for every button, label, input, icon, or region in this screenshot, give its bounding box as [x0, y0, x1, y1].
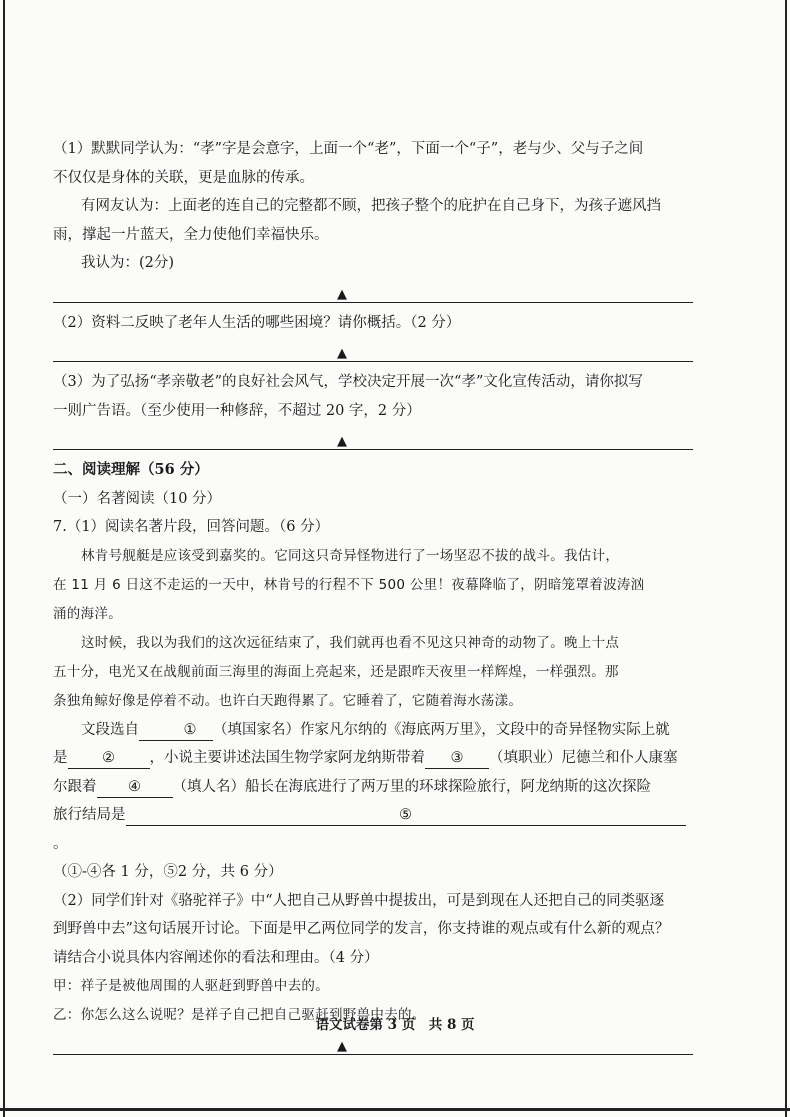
answer-line[interactable]: [53, 337, 693, 362]
student-jia: 甲：祥子是被他周围的人驱赶到野兽中去的。: [53, 978, 329, 994]
excerpt-line: 条独角鲸好像是停着不动。也许白天跑得累了。它睡着了，它随着海水荡漾。: [53, 692, 523, 709]
answer-line[interactable]: [53, 1030, 693, 1055]
exam-page-content: [53, 135, 693, 1061]
excerpt-line: 这时候，我以为我们的这次远征结束了，我们就再也看不见这只神奇的动物了。晚上十点: [81, 634, 620, 651]
q6-netizen-line1: 有网友认为：上面老的连自己的完整都不顾，把孩子整个的庇护在自己身下，为孩子遮风挡: [81, 198, 661, 214]
fill-text: 是: [53, 750, 68, 766]
excerpt-line: 涌的海洋。: [53, 605, 122, 622]
scoring-note: （①-④各 1 分，⑤2 分，共 6 分）: [53, 864, 283, 880]
q7-2-line3: 请结合小说具体内容阐述你的看法和理由。（4 分）: [53, 949, 379, 966]
excerpt-line: 在 11 月 6 日这不走运的一天中，林肯号的行程不下 500 公里！夜幕降临了，阴暗笼罩着波涛汹: [53, 576, 645, 593]
answer-triangle-icon: ▲: [337, 346, 347, 361]
fill-blank-line3: [53, 773, 693, 802]
excerpt-line: 林肯号舰艇是应该受到嘉奖的。它同这只奇异怪物进行了一场坚忍不拔的战斗。我估计，: [81, 547, 620, 564]
fill-text: 尔跟着: [53, 778, 97, 795]
fill-text: （填职业）尼德兰和仆人康塞: [489, 750, 678, 766]
page-footer: 语文试卷第 3 页 共 8 页: [315, 1017, 475, 1033]
fill-text: （填国家名）作家凡尔纳的《海底两万里》，文段中的奇异怪物实际上就: [213, 721, 670, 738]
q6-2: （2）资料二反映了老年人生活的哪些困境？请你概括。（2 分）: [53, 314, 461, 331]
fill-blank-line1: [53, 716, 693, 745]
blank-4[interactable]: ④: [97, 777, 173, 798]
q6-1-line2: 不仅仅是身体的关联，更是血脉的传承。: [53, 169, 314, 186]
answer-triangle-icon: ▲: [337, 1039, 347, 1054]
q7-1-prompt: 7.（1）阅读名著片段，回答问题。（6 分）: [53, 519, 330, 535]
blank-5[interactable]: ⑤: [126, 805, 686, 826]
answer-triangle-icon: ▲: [337, 434, 347, 449]
answer-triangle-icon: ▲: [337, 286, 347, 302]
q6-1-line1: （1）默默同学认为：“孝”字是会意字，上面一个“老”，下面一个“子”，老与少、父与子之间: [53, 141, 644, 157]
novel-excerpt: [53, 542, 693, 716]
fill-text: ，小说主要讲述法国生物学家阿龙纳斯带着: [149, 750, 425, 766]
q7-2-line1: （2）同学们针对《骆驼祥子》中“人把自己从野兽中提拔出，可是到现在人还把自己的同类驱逐: [53, 892, 665, 909]
q7-2-line2: 到野兽中去”这句话展开讨论。下面是甲乙两位同学的发言，你支持谁的观点或有什么新的观点？: [53, 921, 670, 937]
answer-line[interactable]: [53, 278, 693, 303]
fill-text: 。: [53, 835, 68, 852]
student-yi: 乙：你怎么这么说呢？是祥子自己把自己驱赶到野兽中去的。: [53, 1007, 426, 1023]
scan-border-right: [785, 0, 787, 1117]
section-title: 二、阅读理解（56 分）: [53, 461, 209, 478]
fill-text: （填人名）船长在海底进行了两万里的环球探险旅行，阿龙纳斯的这次探险: [172, 778, 651, 795]
q6-netizen-line2: 雨，撑起一片蓝天，全力使他们幸福快乐。: [53, 226, 329, 243]
blank-3[interactable]: ③: [425, 748, 489, 769]
fill-text: 旅行结局是: [53, 807, 126, 823]
q6-3-line2: 一则广告语。（至少使用一种修辞，不超过 20 字，2 分）: [53, 402, 421, 419]
excerpt-line: 五十分，电光又在战舰前面三海里的海面上亮起来，还是跟昨天夜里一样辉煌，一样强烈。那: [53, 663, 619, 680]
fill-text: 文段选自: [81, 721, 139, 738]
blank-1[interactable]: ①: [139, 720, 213, 741]
fill-blank-line4: [53, 801, 693, 858]
scan-border-left: [3, 0, 5, 1117]
blank-2[interactable]: ②: [68, 748, 150, 769]
answer-line[interactable]: [53, 425, 693, 450]
scan-border-bottom: [0, 1108, 790, 1111]
q6-3-line1: （3）为了弘扬“孝亲敬老”的良好社会风气，学校决定开展一次“孝”文化宣传活动，请你拟写: [53, 374, 643, 390]
q6-my-view: 我认为：(2分): [81, 255, 175, 271]
fill-blank-line2: [53, 744, 693, 773]
subsection-title: （一）名著阅读（10 分）: [53, 490, 222, 507]
